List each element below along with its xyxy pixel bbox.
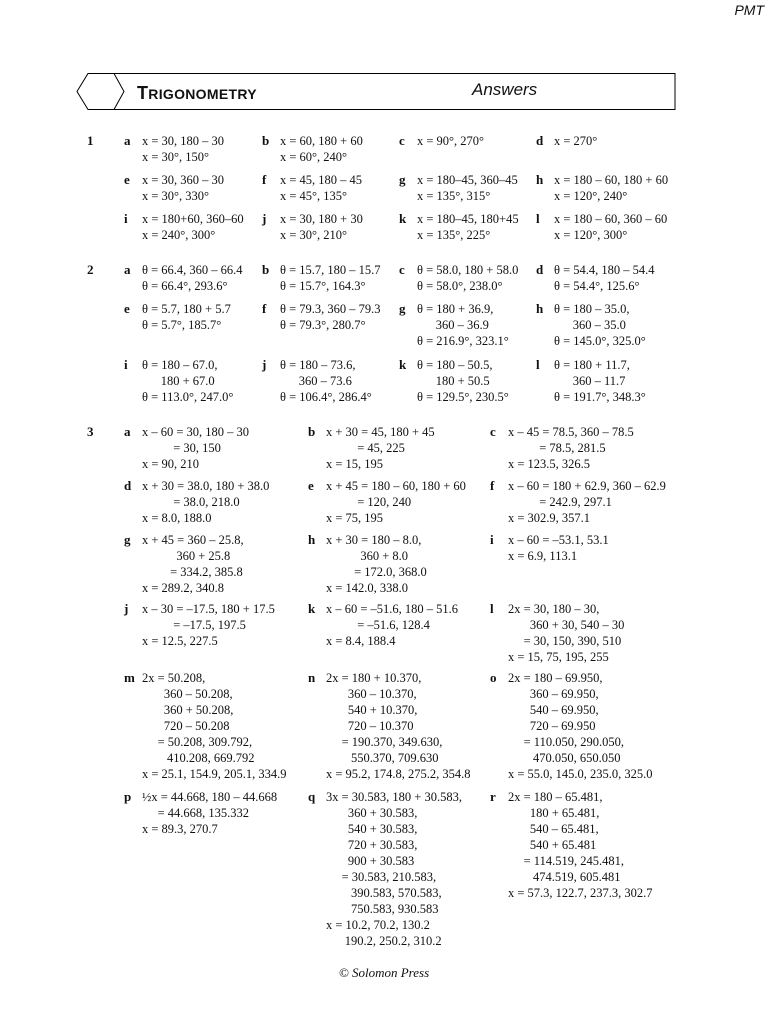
answer-working: [142, 670, 287, 782]
answer-line: x – 30 = –17.5, 180 + 17.5: [142, 602, 275, 616]
part-label: l: [536, 211, 540, 226]
answer-line: x = 142.0, 338.0: [326, 581, 409, 595]
corner-label: PMT: [734, 2, 764, 18]
answer-line: x = 95.2, 174.8, 275.2, 354.8: [326, 767, 471, 781]
answer-line: 190.2, 250.2, 310.2: [326, 934, 442, 948]
answer-line: = 110.050, 290.050,: [508, 735, 624, 749]
answer-line: x = 60, 180 + 60: [280, 134, 363, 148]
answer-line: θ = 180 – 73.6,: [280, 358, 356, 372]
part-label: l: [490, 601, 494, 616]
answer-line: 360 + 8.0: [326, 549, 409, 563]
part-label: d: [124, 478, 132, 493]
answer-line: 540 + 10.370,: [326, 703, 418, 717]
answer-line: x = 89.3, 270.7: [142, 822, 218, 836]
answer-line: θ = 113.0°, 247.0°: [142, 390, 234, 404]
answer-line: = 30, 150, 390, 510: [508, 634, 622, 648]
answer-line: x = 45°, 135°: [280, 189, 348, 203]
answer-line: x = 30, 180 + 30: [280, 212, 363, 226]
part-label: f: [490, 478, 495, 493]
part-label: i: [124, 211, 128, 226]
answer-line: x + 30 = 45, 180 + 45: [326, 425, 435, 439]
answer-line: 360 – 50.208,: [142, 687, 233, 701]
answer-line: 360 – 73.6: [280, 374, 352, 388]
answer-line: x = 55.0, 145.0, 235.0, 325.0: [508, 767, 653, 781]
answer-working: [554, 262, 655, 294]
answer-line: 750.583, 930.583: [326, 902, 439, 916]
answer-line: 2x = 30, 180 – 30,: [508, 602, 600, 616]
answer-line: = 172.0, 368.0: [326, 565, 427, 579]
part-label: j: [124, 601, 129, 616]
answer-line: x = 30, 360 – 30: [142, 173, 225, 187]
answer-working: [417, 357, 509, 405]
answer-working: [280, 262, 381, 294]
answer-line: θ = 54.4, 180 – 54.4: [554, 263, 655, 277]
part-label: q: [308, 789, 316, 804]
answer-line: θ = 15.7, 180 – 15.7: [280, 263, 381, 277]
answer-line: x = 180 – 60, 180 + 60: [554, 173, 669, 187]
answer-line: = 334.2, 385.8: [142, 565, 243, 579]
answer-line: x = 135°, 225°: [417, 228, 491, 242]
answer-working: [417, 172, 518, 204]
part-label: r: [490, 789, 496, 804]
answer-working: [508, 478, 666, 526]
answer-working: [142, 211, 244, 243]
answer-line: 720 – 69.950: [508, 719, 596, 733]
part-label: a: [124, 133, 131, 148]
part-label: i: [124, 357, 128, 372]
answer-line: x = 8.0, 188.0: [142, 511, 212, 525]
answer-line: x = 180 – 60, 360 – 60: [554, 212, 668, 226]
answer-line: 720 – 50.208: [142, 719, 230, 733]
answer-line: θ = 180 – 50.5,: [417, 358, 493, 372]
answer-working: [554, 172, 668, 204]
part-label: k: [399, 357, 407, 372]
answer-working: [142, 532, 244, 596]
answer-working: [142, 424, 249, 472]
answer-working: [554, 133, 597, 149]
answer-line: 360 + 30, 540 – 30: [508, 618, 625, 632]
answer-line: 474.519, 605.481: [508, 870, 621, 884]
answer-line: x = 25.1, 154.9, 205.1, 334.9: [142, 767, 287, 781]
part-label: k: [308, 601, 316, 616]
answer-line: θ = 106.4°, 286.4°: [280, 390, 372, 404]
answer-line: x = 8.4, 188.4: [326, 634, 396, 648]
part-label: e: [124, 172, 130, 187]
part-label: o: [490, 670, 497, 685]
answer-line: x = 180–45, 360–45: [417, 173, 518, 187]
answer-line: = 114.519, 245.481,: [508, 854, 624, 868]
part-label: f: [262, 172, 267, 187]
answer-line: = 44.668, 135.332: [142, 806, 250, 820]
answer-line: x + 45 = 360 – 25.8,: [142, 533, 244, 547]
answer-line: θ = 5.7, 180 + 5.7: [142, 302, 231, 316]
answer-working: [142, 262, 243, 294]
part-label: g: [399, 301, 406, 316]
answer-line: 360 – 69.950,: [508, 687, 599, 701]
answer-line: = 45, 225: [326, 441, 405, 455]
answer-working: [554, 301, 646, 349]
answer-working: [280, 301, 381, 333]
answer-working: [142, 601, 275, 649]
question-number: 3: [87, 424, 94, 439]
answer-line: θ = 79.3, 360 – 79.3: [280, 302, 381, 316]
answer-line: x = 12.5, 227.5: [142, 634, 218, 648]
answer-line: 3x = 30.583, 180 + 30.583,: [326, 790, 462, 804]
answer-line: x + 30 = 180 – 8.0,: [326, 533, 422, 547]
part-label: j: [262, 357, 267, 372]
answer-line: x = 30°, 210°: [280, 228, 348, 242]
answer-line: θ = 180 + 11.7,: [554, 358, 630, 372]
part-label: a: [124, 262, 131, 277]
answer-line: x – 60 = –51.6, 180 – 51.6: [326, 602, 459, 616]
answer-working: [326, 601, 458, 649]
part-label: b: [308, 424, 316, 439]
answer-line: θ = 5.7°, 185.7°: [142, 318, 222, 332]
answer-line: θ = 180 + 36.9,: [417, 302, 494, 316]
answer-line: 540 – 69.950,: [508, 703, 599, 717]
answer-line: 540 + 65.481: [508, 838, 597, 852]
answer-line: = –17.5, 197.5: [142, 618, 246, 632]
answer-line: x = 123.5, 326.5: [508, 457, 591, 471]
footer-credit: © Solomon Press: [338, 965, 430, 980]
question-number: 2: [87, 262, 94, 277]
answer-line: ½x = 44.668, 180 – 44.668: [142, 790, 278, 804]
answer-line: 390.583, 570.583,: [326, 886, 442, 900]
answer-line: x = 180–45, 180+45: [417, 212, 519, 226]
answer-line: x = 75, 195: [326, 511, 384, 525]
part-label: e: [124, 301, 130, 316]
answer-line: θ = 15.7°, 164.3°: [280, 279, 366, 293]
answer-line: θ = 79.3°, 280.7°: [280, 318, 366, 332]
answers-label: Answers: [472, 80, 538, 99]
part-label: d: [536, 262, 544, 277]
part-label: c: [490, 424, 496, 439]
answer-line: θ = 58.0°, 238.0°: [417, 279, 503, 293]
answer-line: = 190.370, 349.630,: [326, 735, 443, 749]
answer-working: [142, 301, 231, 333]
part-label: c: [399, 133, 405, 148]
answer-line: 360 – 35.0: [554, 318, 626, 332]
answer-line: = 30, 150: [142, 441, 221, 455]
answer-line: θ = 58.0, 180 + 58.0: [417, 263, 519, 277]
part-label: d: [536, 133, 544, 148]
part-label: e: [308, 478, 314, 493]
part-label: g: [399, 172, 406, 187]
part-label: c: [399, 262, 405, 277]
part-label: n: [308, 670, 316, 685]
answer-line: 2x = 50.208,: [142, 671, 206, 685]
answer-line: 360 + 30.583,: [326, 806, 418, 820]
answer-line: x = 30°, 150°: [142, 150, 210, 164]
answer-line: x + 30 = 38.0, 180 + 38.0: [142, 479, 270, 493]
answer-working: [326, 424, 435, 472]
answer-line: x = 45, 180 – 45: [280, 173, 363, 187]
answer-working: [326, 532, 427, 596]
answer-line: x = 90°, 270°: [417, 134, 485, 148]
answer-line: 360 – 11.7: [554, 374, 626, 388]
answer-line: 2x = 180 – 65.481,: [508, 790, 603, 804]
answer-line: x = 120°, 240°: [554, 189, 628, 203]
answer-line: x = 270°: [554, 134, 598, 148]
answer-line: x = 57.3, 122.7, 237.3, 302.7: [508, 886, 653, 900]
answer-line: 720 – 10.370: [326, 719, 414, 733]
answer-line: 540 – 65.481,: [508, 822, 599, 836]
part-label: j: [262, 211, 267, 226]
answer-working: [280, 211, 363, 243]
answer-line: 900 + 30.583: [326, 854, 415, 868]
answer-working: [142, 789, 277, 837]
answer-line: 540 + 30.583,: [326, 822, 418, 836]
answer-line: = –51.6, 128.4: [326, 618, 430, 632]
answer-working: [508, 789, 653, 901]
answer-line: x = 180+60, 360–60: [142, 212, 244, 226]
answer-line: x = 302.9, 357.1: [508, 511, 591, 525]
answer-working: [280, 357, 372, 405]
answer-working: [142, 478, 269, 526]
answer-line: x = 60°, 240°: [280, 150, 348, 164]
answer-working: [280, 172, 362, 204]
answer-line: 180 + 50.5: [417, 374, 490, 388]
answer-line: 360 – 36.9: [417, 318, 489, 332]
chapter-title: TRIGONOMETRY: [137, 83, 257, 103]
answer-line: 550.370, 709.630: [326, 751, 439, 765]
answer-working: [508, 670, 653, 782]
answer-line: θ = 66.4, 360 – 66.4: [142, 263, 243, 277]
part-label: h: [536, 172, 544, 187]
answer-working: [554, 357, 646, 405]
part-label: k: [399, 211, 407, 226]
part-label: l: [536, 357, 540, 372]
answer-line: x = 240°, 300°: [142, 228, 216, 242]
section-header: [76, 73, 676, 110]
part-label: a: [124, 424, 131, 439]
part-label: h: [308, 532, 316, 547]
answer-working: [142, 357, 233, 405]
answer-working: [326, 789, 462, 949]
answer-line: x = 120°, 300°: [554, 228, 628, 242]
answer-line: θ = 129.5°, 230.5°: [417, 390, 509, 404]
answer-working: [142, 133, 224, 165]
part-label: m: [124, 670, 135, 685]
answer-line: 2x = 180 + 10.370,: [326, 671, 422, 685]
answer-working: [417, 133, 484, 149]
part-label: h: [536, 301, 544, 316]
answer-line: x – 45 = 78.5, 360 – 78.5: [508, 425, 634, 439]
answer-line: x – 60 = 180 + 62.9, 360 – 62.9: [508, 479, 666, 493]
answer-working: [554, 211, 667, 243]
answer-line: 360 + 50.208,: [142, 703, 234, 717]
answer-line: 720 + 30.583,: [326, 838, 418, 852]
answer-line: = 50.208, 309.792,: [142, 735, 253, 749]
answer-working: [142, 172, 224, 204]
answer-line: θ = 180 – 35.0,: [554, 302, 630, 316]
answer-working: [417, 211, 519, 243]
answer-line: = 38.0, 218.0: [142, 495, 240, 509]
answer-line: θ = 66.4°, 293.6°: [142, 279, 228, 293]
answer-line: = 78.5, 281.5: [508, 441, 606, 455]
answer-working: [508, 532, 609, 564]
part-label: i: [490, 532, 494, 547]
question-number: 1: [87, 133, 94, 148]
answer-line: 2x = 180 – 69.950,: [508, 671, 603, 685]
answer-line: x = 15, 195: [326, 457, 384, 471]
answer-line: = 30.583, 210.583,: [326, 870, 437, 884]
answer-working: [326, 478, 466, 526]
part-label: p: [124, 789, 132, 804]
part-label: f: [262, 301, 267, 316]
answer-working: [417, 262, 518, 294]
answer-line: 470.050, 650.050: [508, 751, 621, 765]
answer-line: x = 15, 75, 195, 255: [508, 650, 609, 664]
answer-working: [280, 133, 363, 165]
answer-line: θ = 54.4°, 125.6°: [554, 279, 640, 293]
answer-working: [417, 301, 509, 349]
answer-line: 410.208, 669.792: [142, 751, 255, 765]
answer-working: [326, 670, 471, 782]
answer-line: θ = 180 – 67.0,: [142, 358, 218, 372]
answer-line: x – 60 = –53.1, 53.1: [508, 533, 609, 547]
part-label: b: [262, 133, 270, 148]
answer-line: = 242.9, 297.1: [508, 495, 612, 509]
answer-line: 360 + 25.8: [142, 549, 231, 563]
answer-line: x = 30, 180 – 30: [142, 134, 225, 148]
answer-line: x = 135°, 315°: [417, 189, 491, 203]
answer-working: [508, 601, 624, 665]
answer-working: [508, 424, 634, 472]
answer-line: x = 30°, 330°: [142, 189, 210, 203]
answer-line: x = 10.2, 70.2, 130.2: [326, 918, 430, 932]
answer-line: 180 + 67.0: [142, 374, 215, 388]
answer-line: = 120, 240: [326, 495, 412, 509]
part-label: b: [262, 262, 270, 277]
part-label: g: [124, 532, 131, 547]
answer-line: θ = 145.0°, 325.0°: [554, 334, 646, 348]
answer-line: 360 – 10.370,: [326, 687, 417, 701]
answer-line: x + 45 = 180 – 60, 180 + 60: [326, 479, 466, 493]
answer-line: x = 6.9, 113.1: [508, 549, 578, 563]
answer-line: 180 + 65.481,: [508, 806, 600, 820]
answer-line: x = 90, 210: [142, 457, 200, 471]
answer-line: θ = 216.9°, 323.1°: [417, 334, 509, 348]
answer-line: θ = 191.7°, 348.3°: [554, 390, 646, 404]
answer-line: x = 289.2, 340.8: [142, 581, 225, 595]
answer-line: x – 60 = 30, 180 – 30: [142, 425, 250, 439]
